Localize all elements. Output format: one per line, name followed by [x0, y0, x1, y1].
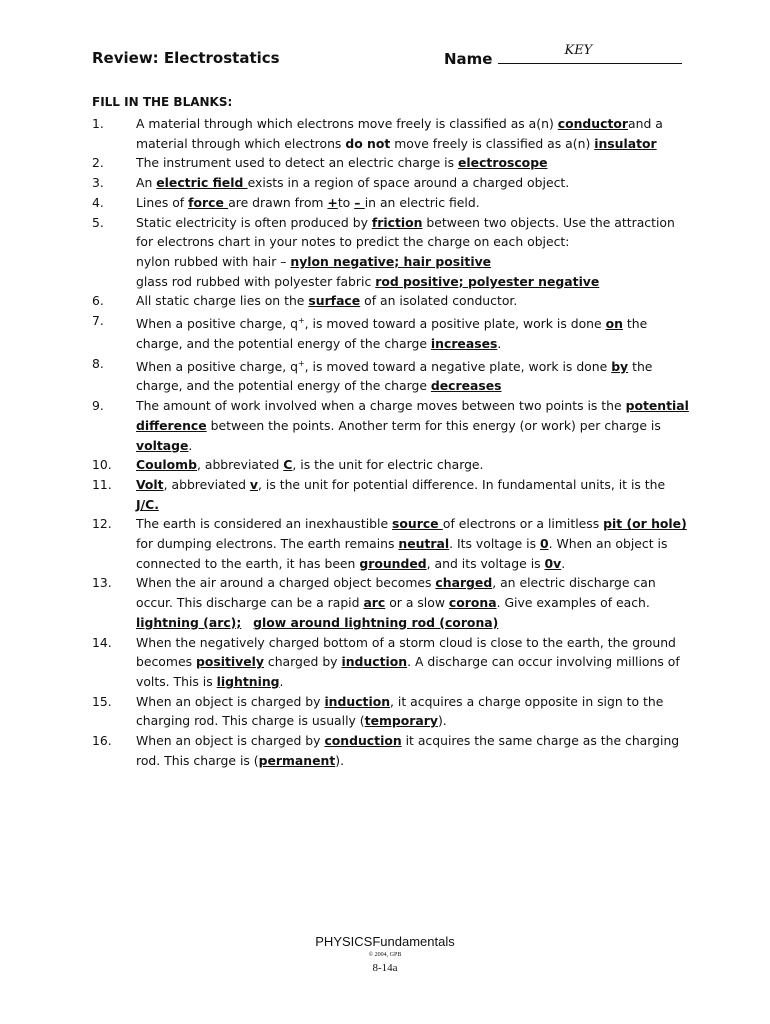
- list-item: [92, 633, 692, 692]
- item-text: When a positive charge, q+, is moved toward a negative plate, work is done by the charge, and the potential energy of the charge decreases: [136, 358, 653, 394]
- name-field: [444, 43, 682, 68]
- answer: by: [611, 358, 629, 374]
- answer: v: [249, 476, 258, 492]
- item-text: Lines of force are drawn from +to – in an electric field.: [136, 194, 480, 210]
- item-text: The earth is considered an inexhaustible source of electrons or a limitless pit (or hole) for dumping electrons. The earth remains neutral. Its voltage is 0. When an object is connected to the earth, it has been grounded, and its voltage is 0v.: [136, 516, 687, 571]
- item-text: All static charge lies on the surface of an isolated conductor.: [136, 293, 518, 309]
- answer: voltage: [136, 437, 189, 453]
- answer: lightning: [216, 673, 280, 689]
- list-item: [92, 455, 692, 475]
- answer: conduction: [324, 733, 402, 749]
- answer: electric field: [156, 175, 248, 191]
- answer: induction: [324, 693, 391, 709]
- answer: force: [188, 194, 229, 210]
- answer: positively: [195, 654, 264, 670]
- name-label: Name: [444, 50, 493, 68]
- item-number: 15.: [92, 693, 112, 709]
- item-number: 8.: [92, 355, 104, 371]
- answer: insulator: [594, 135, 657, 151]
- page-number: 8-14a: [372, 962, 398, 974]
- name-line: [498, 43, 682, 64]
- question-list: [92, 114, 692, 770]
- item-number: 14.: [92, 634, 112, 650]
- list-item: [92, 291, 692, 311]
- answer: rod positive; polyester negative: [375, 273, 600, 289]
- item-text: When a positive charge, q+, is moved toward a positive plate, work is done on the charge, and the potential energy of the charge increases.: [136, 316, 648, 351]
- answer: difference: [136, 417, 207, 433]
- answer: charged: [435, 575, 493, 591]
- list-item: [92, 354, 692, 397]
- list-item: [92, 193, 692, 213]
- answer: increases: [430, 335, 498, 351]
- item-text: When the air around a charged object becomes charged, an electric discharge can occur. This discharge can be a rapid arc or a slow corona. Give examples of each. lightning (arc); glow around lightning rod (corona): [136, 575, 656, 630]
- answer: lightning (arc);: [136, 614, 242, 630]
- answer: arc: [363, 595, 386, 611]
- answer: 0v: [544, 555, 562, 571]
- item-number: 4.: [92, 194, 104, 210]
- item-number: 5.: [92, 214, 104, 230]
- item-text: Static electricity is often produced by friction between two objects. Use the attraction for electrons chart in your notes to predict the charge on each object: nylon rubbed with hair – nylon negative; hair positive glass rod rubbed with polyester fabric rod positive; polyester negative: [136, 214, 675, 289]
- item-number: 3.: [92, 175, 104, 191]
- item-number: 7.: [92, 313, 104, 329]
- item-number: 12.: [92, 516, 112, 532]
- item-text: Coulomb, abbreviated C, is the unit for electric charge.: [136, 457, 484, 473]
- item-number: 2.: [92, 155, 104, 171]
- answer: on: [605, 316, 623, 332]
- item-text: When an object is charged by conduction it acquires the same charge as the charging rod. This charge is (permanent).: [136, 733, 680, 768]
- item-text: When the negatively charged bottom of a storm cloud is close to the earth, the ground becomes positively charged by induction. A discharge can occur involving millions of volts. This is lightning.: [136, 634, 680, 689]
- answer: source: [392, 516, 443, 532]
- footer-title: PHYSICSFundamentals: [315, 934, 455, 949]
- answer: temporary: [364, 713, 438, 729]
- answer: glow around lightning rod (corona): [253, 614, 499, 630]
- answer: decreases: [430, 378, 502, 394]
- answer: induction: [341, 654, 408, 670]
- section-label: FILL IN THE BLANKS:: [92, 95, 233, 109]
- name-value: KEY: [564, 43, 593, 58]
- answer: J/C.: [136, 496, 159, 512]
- answer: nylon negative; hair positive: [290, 253, 492, 269]
- answer: Coulomb: [136, 457, 197, 473]
- answer: neutral: [398, 536, 450, 552]
- item-text: The amount of work involved when a charge moves between two points is the potential difference between the points. Another term for this energy (or work) per charge is voltage.: [136, 398, 689, 453]
- item-text: When an object is charged by induction, it acquires a charge opposite in sign to the charging rod. This charge is usually (temporary).: [136, 693, 664, 729]
- item-number: 16.: [92, 733, 112, 749]
- footer: [0, 934, 770, 974]
- item-number: 6.: [92, 293, 104, 309]
- list-item: [92, 153, 692, 173]
- answer: permanent: [258, 752, 336, 768]
- answer: potential: [625, 398, 689, 414]
- list-item: [92, 514, 692, 573]
- list-item: [92, 173, 692, 193]
- answer: –: [354, 194, 365, 210]
- list-item: [92, 573, 692, 632]
- answer: friction: [371, 214, 423, 230]
- page-title: Review: Electrostatics: [92, 49, 280, 67]
- list-item: [92, 213, 692, 292]
- item-text: An electric field exists in a region of space around a charged object.: [136, 175, 570, 191]
- answer: electroscope: [458, 155, 548, 171]
- answer: +: [327, 194, 338, 210]
- item-number: 10.: [92, 457, 112, 473]
- answer: surface: [308, 293, 361, 309]
- list-item: [92, 475, 692, 514]
- answer: corona: [448, 595, 497, 611]
- item-number: 13.: [92, 575, 112, 591]
- list-item: [92, 114, 692, 153]
- answer: pit (or hole): [603, 516, 687, 532]
- list-item: [92, 731, 692, 770]
- item-text: Volt, abbreviated v, is the unit for potential difference. In fundamental units, it is the J/C.: [136, 476, 666, 512]
- item-number: 9.: [92, 398, 104, 414]
- answer: conductor: [557, 116, 629, 131]
- item-number: 11.: [92, 476, 112, 492]
- item-text: The instrument used to detect an electric charge is electroscope: [136, 155, 548, 171]
- item-text: A material through which electrons move freely is classified as a(n) conductorand a material through which electrons do not move freely is classified as a(n) insulator: [136, 116, 663, 151]
- answer: C: [283, 457, 293, 473]
- footer-copyright: © 2004, GPB: [368, 952, 402, 958]
- list-item: [92, 311, 692, 354]
- item-number: 1.: [92, 116, 104, 131]
- answer: 0: [539, 536, 549, 552]
- list-item: [92, 692, 692, 731]
- answer: grounded: [359, 555, 427, 571]
- answer: Volt: [136, 476, 164, 492]
- list-item: [92, 396, 692, 455]
